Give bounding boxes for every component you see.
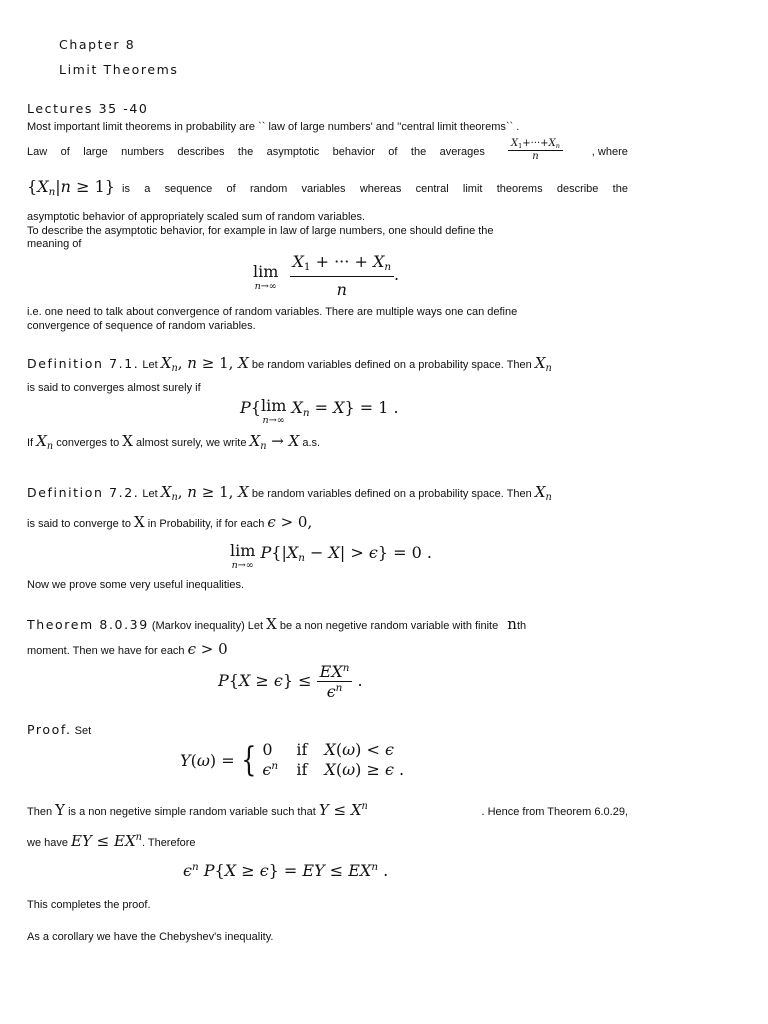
equation-simple-rv: Y(ω) = { 0 if X(ω) < ϵ $\epsilon^n$ if X(ω) ≥ ϵ . <box>180 740 405 781</box>
proof-line-then: Then Y is a non negetive simple random variable such that $Y \le X^n$ . Hence from Theorem 6.0.29, <box>27 801 628 819</box>
proof-heading: Proof. Set <box>27 722 92 737</box>
intro-line-6: meaning of <box>27 238 82 250</box>
intro-line-7: i.e. one need to talk about convergence of random variables. There are multiple ways one can define <box>27 306 518 318</box>
intro-line-1: Most important limit theorems in probability are `` law of large numbers' and ''central limit theorems`` . <box>27 121 520 133</box>
equation-almost-sure: P{ lim n→∞ $X_n = X\} = 1$ . <box>240 396 399 426</box>
intro-line-5: To describe the asymptotic behavior, for example in law of large numbers, one should define the <box>27 225 494 237</box>
equation-expectation-bound: $\epsilon^n$ P{X ≥ ϵ} = EY ≤ $EX^n$ . <box>183 861 389 881</box>
sequence-set: $\{X_n|n \ge 1\}$ <box>27 177 115 199</box>
chapter-title: Limit Theorems <box>59 62 179 77</box>
corollary-intro: As a corollary we have the Chebyshev's inequality. <box>27 931 274 943</box>
theorem-8-0-39: Theorem 8.0.39 (Markov inequality) Let X be a non negetive random variable with finite nth <box>27 615 527 633</box>
proof-complete: This completes the proof. <box>27 899 151 911</box>
chapter-label: Chapter 8 <box>59 37 136 52</box>
definition-7-2-line-2: is said to converge to X in Probability, if for each ϵ > 0, <box>27 513 313 531</box>
intro-line-2: Law of large numbers describes the asymptotic behavior of the averages , where <box>27 146 628 158</box>
average-fraction: $\frac{X_1+\cdot\cdot\cdot+X_n}{n}$ <box>508 138 563 162</box>
intro-line-8: convergence of sequence of random variables. <box>27 320 256 332</box>
equation-markov: P{X ≥ ϵ} ≤ $\frac{EX^n}{\epsilon^n}$ . <box>218 662 363 702</box>
proof-line-we-have: we have EY ≤ $EX^n$. Therefore <box>27 832 196 850</box>
intro-line-4: asymptotic behavior of appropriately scaled sum of random variables. <box>27 211 366 223</box>
theorem-line-2: moment. Then we have for each ϵ > 0 <box>27 640 228 658</box>
equation-in-probability: lim n→∞ $P\{|X_n - X| > \epsilon\} = 0$ . <box>230 541 432 571</box>
definition-7-1-line-2: is said to converges almost surely if <box>27 382 201 394</box>
lectures-heading: Lectures 35 -40 <box>27 101 149 116</box>
intro-line-3: is a sequence of random variables whereas central limit theorems describe the <box>122 183 628 195</box>
equation-lln-average: lim n→∞ $\frac{X_1 + \cdot\cdot\cdot + X_n}{n}$ . <box>253 252 400 300</box>
definition-7-2: Definition 7.2. Let $X_n$, n ≥ 1, X be random variables defined on a probability space. Then $X_n$ <box>27 483 552 503</box>
definition-7-1: Definition 7.1. Let $X_n$, n ≥ 1, X be random variables defined on a probability space. Then $X_n$ <box>27 354 552 374</box>
definition-7-1-conclusion: If $X_n$ converges to X almost surely, we write $X_n \to X$ a.s. <box>27 432 321 452</box>
inequalities-intro: Now we prove some very useful inequalities. <box>27 579 245 591</box>
